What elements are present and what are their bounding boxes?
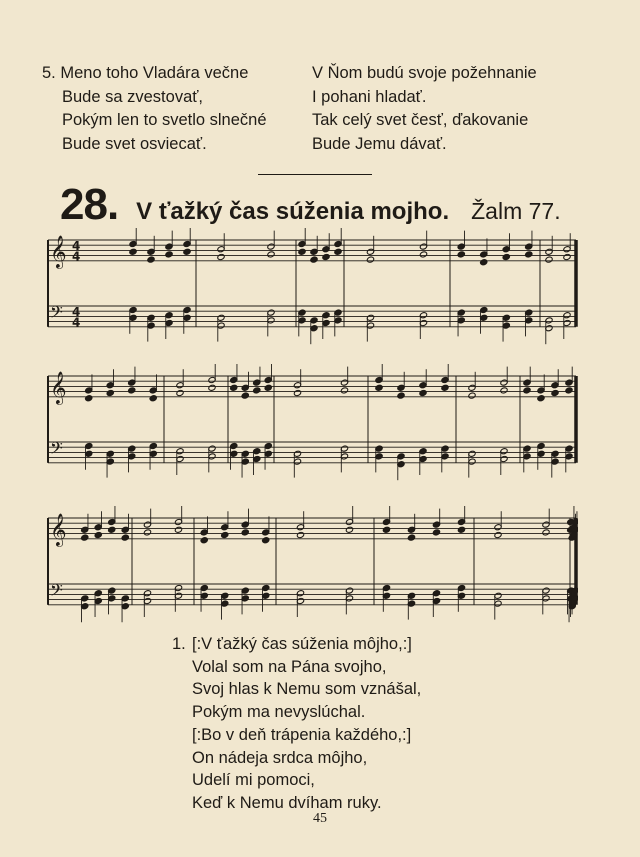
- note-head: [296, 531, 304, 538]
- note-head: [375, 384, 383, 391]
- note-head: [565, 387, 573, 394]
- note-head: [525, 251, 533, 258]
- treble-clef-icon: 𝄞: [50, 513, 67, 546]
- note-head: [293, 389, 301, 396]
- time-signature-bottom: 4: [72, 249, 81, 264]
- verse-line: Bude sa zvestovať,: [62, 87, 204, 106]
- verse-line: V Ňom budú svoje požehnanie: [312, 64, 537, 82]
- note-head: [457, 251, 465, 258]
- hymn-verse-1: [172, 633, 421, 815]
- note-head: [85, 395, 93, 402]
- verse-line: Keď k Nemu dvíham ruky.: [192, 793, 382, 812]
- note-head: [165, 251, 173, 258]
- verse-line: Pokým ma nevyslúchal.: [192, 703, 366, 722]
- note-head: [217, 253, 225, 260]
- note-head: [208, 384, 216, 391]
- note-head: [106, 389, 114, 396]
- verse-line: [:Bo v deň trápenia každého,:]: [192, 725, 412, 744]
- previous-hymn-verse-5: [42, 62, 582, 156]
- note-head: [419, 251, 427, 258]
- music-system-2: [44, 362, 578, 492]
- time-signature-bottom: 4: [72, 315, 81, 330]
- score-svg: [44, 362, 578, 492]
- note-head: [494, 531, 502, 538]
- verse-number: 1.: [172, 635, 186, 653]
- music-system-1: [44, 226, 578, 356]
- note-head: [183, 248, 191, 255]
- note-head: [480, 259, 488, 266]
- verse-line: 1. [:V ťažký čas súženia môjho,:]: [172, 633, 421, 656]
- bass-clef-icon: 𝄢: [50, 302, 63, 326]
- score-svg: [44, 504, 578, 634]
- verse5-left-column: [42, 62, 312, 156]
- time-signature-top: 4: [72, 239, 81, 253]
- note-head: [563, 253, 571, 260]
- note-head: [500, 387, 508, 394]
- note-head: [345, 526, 353, 533]
- hymn-header: [60, 180, 580, 230]
- note-head: [542, 529, 550, 536]
- note-head: [128, 387, 136, 394]
- note-head: [382, 526, 390, 533]
- bass-clef-icon: 𝄢: [50, 438, 63, 462]
- note-head: [537, 395, 545, 402]
- music-system-3: [44, 504, 578, 634]
- note-head: [176, 389, 184, 396]
- note-head: [262, 537, 270, 544]
- verse-line: On nádeja srdca môjho,: [192, 748, 368, 767]
- verse-line: Tak celý svet česť, ďakovanie: [312, 111, 529, 129]
- verse-number: 5.: [42, 64, 56, 82]
- note-head: [200, 537, 208, 544]
- note-head: [432, 529, 440, 536]
- note-head: [310, 256, 318, 263]
- note-head: [523, 387, 531, 394]
- bass-clef-icon: 𝄢: [50, 580, 63, 604]
- hymn-number: 28.: [60, 180, 119, 229]
- note-head: [241, 392, 249, 399]
- score-svg: [44, 226, 578, 356]
- note-head: [340, 387, 348, 394]
- note-head: [221, 531, 229, 538]
- note-head: [502, 253, 510, 260]
- verse-line: Bude Jemu dávať.: [312, 134, 447, 153]
- note-head: [121, 534, 129, 541]
- section-divider: [258, 174, 372, 175]
- note-head: [407, 534, 415, 541]
- verse-line: I pohani hladať.: [312, 87, 427, 106]
- note-head: [551, 389, 559, 396]
- note-head: [366, 256, 374, 263]
- verse-line: Volal som na Pána svojho,: [192, 657, 387, 676]
- treble-clef-icon: 𝄞: [50, 371, 67, 404]
- note-head: [94, 531, 102, 538]
- note-head: [457, 526, 465, 533]
- hymn-title: V ťažký čas súženia mojho.: [136, 198, 450, 225]
- note-head: [108, 526, 116, 533]
- note-head: [241, 529, 249, 536]
- verse5-right-column: [312, 62, 582, 156]
- note-head: [322, 253, 330, 260]
- note-head: [267, 251, 275, 258]
- page-number: 45: [313, 811, 327, 826]
- note-head: [143, 529, 151, 536]
- verse-line: 5. Meno toho Vladára večne: [42, 64, 249, 82]
- note-head: [149, 395, 157, 402]
- verse-line: Pokým len to svetlo slnečné: [62, 111, 267, 129]
- treble-clef-icon: 𝄞: [50, 235, 67, 268]
- note-head: [334, 248, 342, 255]
- note-head: [253, 387, 261, 394]
- note-head: [174, 526, 182, 533]
- note-head: [419, 389, 427, 396]
- verse-line: Svoj hlas k Nemu som vznášal,: [192, 680, 422, 699]
- note-head: [441, 384, 449, 391]
- note-head: [468, 392, 476, 399]
- note-head: [147, 256, 155, 263]
- note-head: [298, 248, 306, 255]
- note-head: [264, 384, 272, 391]
- time-signature-top: 4: [72, 305, 81, 319]
- note-head: [545, 256, 553, 263]
- verse-line: Bude svet osviecať.: [62, 134, 207, 153]
- note-head: [230, 384, 238, 391]
- note-head: [129, 248, 137, 255]
- verse-line: Udelí mi pomoci,: [192, 771, 315, 790]
- note-head: [397, 392, 405, 399]
- psalm-reference: Žalm 77.: [471, 198, 561, 224]
- note-head: [81, 534, 89, 541]
